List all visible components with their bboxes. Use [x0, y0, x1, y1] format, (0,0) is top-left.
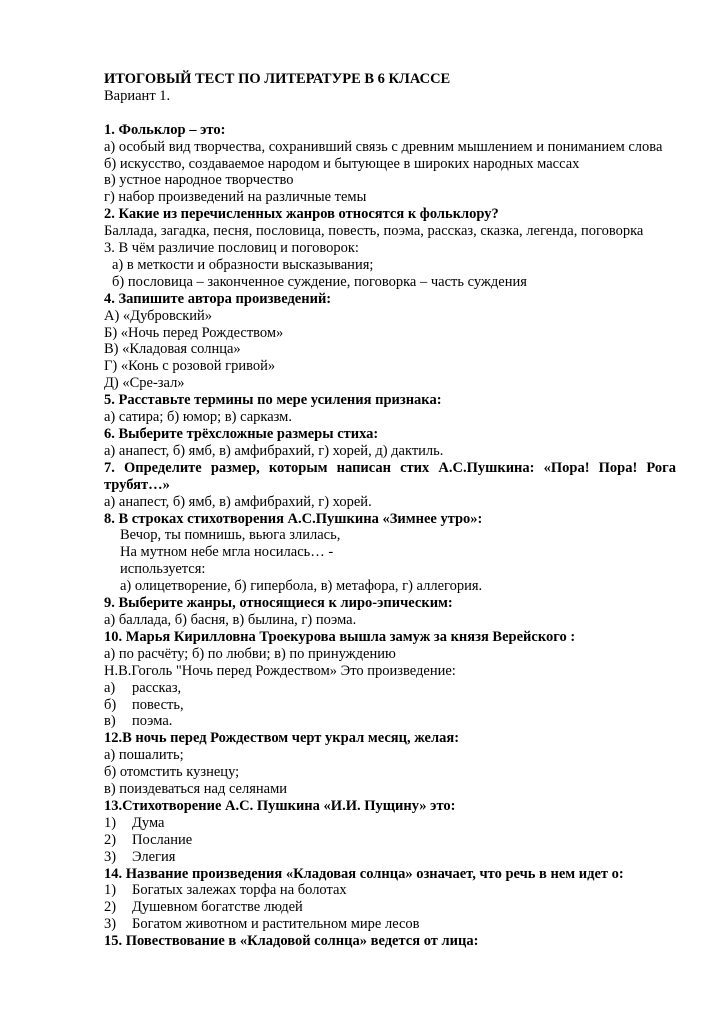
answer-option	[104, 680, 676, 697]
answer-option	[104, 815, 676, 832]
answer-option: Г) «Конь с розовой гривой»	[104, 358, 276, 375]
question-14: 14. Название произведения «Кладовая солнца» означает, что речь в нем идет о:	[104, 865, 624, 882]
question-13: 13.Стихотворение А.С. Пушкина «И.И. Пущину» это:	[104, 797, 456, 814]
option-marker: в)	[104, 713, 116, 730]
option-label: поэма.	[132, 713, 173, 730]
answer-option: б) пословица – законченное суждение, поговорка – часть суждения	[112, 273, 527, 290]
question-3: 3. В чём различие пословиц и поговорок:	[104, 240, 359, 257]
option-label: рассказ,	[132, 679, 182, 696]
option-marker: а)	[104, 679, 116, 696]
answer-option: в) устное народное творчество	[104, 172, 294, 189]
document-page	[104, 71, 676, 950]
question-5: 5. Расставьте термины по мере усиления признака:	[104, 392, 442, 409]
answer-option: Д) «Сре-зал»	[104, 375, 185, 392]
question-15: 15. Повествование в «Кладовой солнца» ведется от лица:	[104, 933, 479, 950]
option-label: Дума	[132, 814, 165, 831]
option-marker: 1)	[104, 814, 117, 831]
question-body: а) анапест, б) ямб, в) амфибрахий, г) хорей, д) дактиль.	[104, 442, 444, 459]
answer-option: а) пошалить;	[104, 747, 184, 764]
question-8: 8. В строках стихотворения А.С.Пушкина «Зимнее утро»:	[104, 510, 483, 527]
question-body: Баллада, загадка, песня, пословица, повесть, поэма, рассказ, сказка, легенда, поговорка	[104, 223, 644, 240]
question-7: 7. Определите размер, которым написан стих А.С.Пушкина: «Пора! Пора! Рога трубят…»	[104, 459, 676, 493]
question-2: 2. Какие из перечисленных жанров относятся к фольклору?	[104, 206, 499, 223]
option-label: Элегия	[132, 848, 176, 865]
option-label: Послание	[132, 831, 193, 848]
question-1: 1. Фольклор – это:	[104, 121, 226, 138]
question-6: 6. Выберите трёхсложные размеры стиха:	[104, 426, 379, 443]
question-body: а) сатира; б) юмор; в) сарказм.	[104, 409, 292, 426]
question-body: а) баллада, б) басня, в) былина, г) поэма.	[104, 611, 357, 628]
option-marker: б)	[104, 696, 117, 713]
option-label: Богатых залежах торфа на болотах	[132, 882, 347, 899]
answer-option	[104, 832, 676, 849]
question-body: а) по расчёту; б) по любви; в) по принуждению	[104, 645, 396, 662]
option-label: Душевном богатстве людей	[132, 899, 303, 916]
option-label: Богатом животном и растительном мире лесов	[132, 916, 420, 933]
option-marker: 3)	[104, 916, 117, 933]
answer-option	[104, 916, 676, 933]
option-marker: 2)	[104, 831, 117, 848]
option-marker: 3)	[104, 848, 117, 865]
answer-option: в) поиздеваться над селянами	[104, 781, 288, 798]
answer-option: Б) «Ночь перед Рождеством»	[104, 324, 284, 341]
answer-option	[104, 697, 676, 714]
option-marker: 2)	[104, 899, 117, 916]
answer-option	[104, 899, 676, 916]
answer-option: а) олицетворение, б) гипербола, в) метафора, г) аллегория.	[120, 578, 483, 595]
variant-label: Вариант 1.	[104, 87, 171, 104]
answer-option: б) отомстить кузнецу;	[104, 764, 240, 781]
question-body: используется:	[120, 561, 206, 578]
question-12: 12.В ночь перед Рождеством черт украл месяц, желая:	[104, 730, 460, 747]
option-label: повесть,	[132, 696, 184, 713]
option-marker: 1)	[104, 882, 117, 899]
question-10: 10. Марья Кирилловна Троекурова вышла замуж за князя Верейского :	[104, 628, 576, 645]
page-title: ИТОГОВЫЙ ТЕСТ ПО ЛИТЕРАТУРЕ В 6 КЛАССЕ	[104, 71, 451, 87]
poem-line: Вечор, ты помнишь, вьюга злилась,	[120, 527, 341, 544]
answer-option: г) набор произведений на различные темы	[104, 189, 367, 206]
answer-option: А) «Дубровский»	[104, 307, 213, 324]
answer-option: В) «Кладовая солнца»	[104, 341, 241, 358]
answer-option	[104, 849, 676, 866]
question-9: 9. Выберите жанры, относящиеся к лиро-эпическим:	[104, 595, 453, 612]
answer-option: а) особый вид творчества, сохранивший связь с древним мышлением и пониманием слова	[104, 138, 663, 155]
poem-line: На мутном небе мгла носилась… -	[120, 544, 334, 561]
answer-option	[104, 713, 676, 730]
answer-option: б) искусство, создаваемое народом и бытующее в широких народных массах	[104, 155, 580, 172]
answer-option: а) в меткости и образности высказывания;	[112, 256, 374, 273]
question-11: Н.В.Гоголь "Ночь перед Рождеством» Это произведение:	[104, 662, 456, 679]
question-body: а) анапест, б) ямб, в) амфибрахий, г) хорей.	[104, 493, 372, 510]
spacer	[104, 105, 676, 122]
answer-option	[104, 882, 676, 899]
question-4: 4. Запишите автора произведений:	[104, 290, 332, 307]
